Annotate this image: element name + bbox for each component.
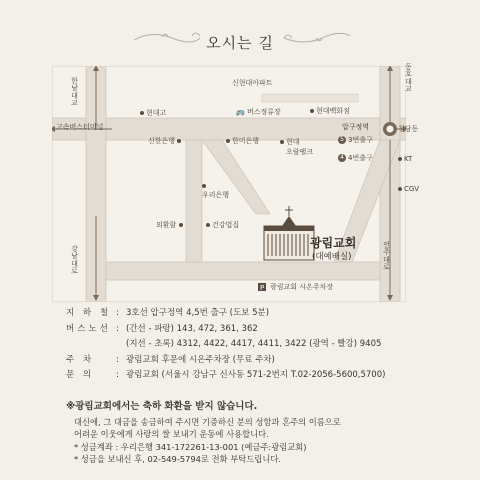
- notice-block: [66, 401, 470, 465]
- label-geongang: 건강법집: [206, 222, 239, 229]
- exit-number-icon: 5: [338, 136, 346, 144]
- label-terminal: 고속버스터미널: [56, 123, 104, 131]
- marker-icon: [398, 187, 402, 191]
- label-apgujeong-station: 압구정역: [342, 123, 370, 131]
- label-hannam-bridge: 한남대교: [71, 77, 78, 108]
- church-sub-label: (대예배실): [312, 252, 352, 262]
- label-exit-4: 4 4번출구: [338, 154, 373, 162]
- marker-icon: [280, 140, 284, 144]
- label-oehwan: 외환함: [156, 222, 185, 229]
- label-bus-stop: 🚌 버스정류장: [236, 108, 281, 116]
- info-block: [66, 306, 466, 384]
- marker-icon: [140, 111, 144, 115]
- notice-phone: * 성금을 보내신 후, 02-549-5794로 전화 부탁드립니다.: [74, 453, 281, 464]
- exit-number-icon: 4: [338, 154, 346, 162]
- marker-icon: [398, 157, 402, 161]
- label-cheongdam: 청담동: [398, 125, 419, 133]
- label-exit-5: 5 3번출구: [338, 136, 373, 144]
- page-title: 오시는 길: [206, 34, 274, 52]
- label-parking: 광림교회 시온주차장: [270, 283, 334, 291]
- info-bus: 버스노선 : (간선 - 파랑) 143, 472, 361, 362: [66, 323, 258, 334]
- page-header: [0, 28, 480, 58]
- label-hyundai-apt: 신현대아파트: [232, 79, 273, 87]
- label-kt: KT: [398, 156, 412, 163]
- info-subway: 지 하 철 : 3호선 압구정역 4,5번 출구 (도보 5분): [66, 308, 270, 318]
- notice-line: 어려운 이웃에게 사랑의 쌀 보내기 운동에 사용합니다.: [74, 429, 269, 440]
- notice-heading: ※광림교회에서는 축하 화환을 받지 않습니다.: [66, 401, 258, 412]
- marker-icon: [179, 223, 183, 227]
- label-hyundai-dept: 현대백화점: [310, 108, 350, 115]
- notice-account: * 성금계좌 : 우리은행 341-172261-13-001 (예금주:광림교회): [74, 441, 307, 452]
- label-gangnam-road: 강남대로: [71, 245, 78, 276]
- bus-icon: 🚌: [236, 108, 245, 116]
- info-bus-line2: (지선 - 초록) 4312, 4422, 4417, 4411, 3422 (광역 - 빨강) 9405: [126, 339, 382, 349]
- label-eonju-road: 언주대로: [383, 241, 390, 272]
- info-parking: 주 차 : 광림교회 후문에 시온주차장 (무료 주차): [66, 354, 275, 365]
- info-contact: 문 의 : 광림교회 (서울시 강남구 신사동 571-2번지 T.02-2056-5600,5700): [66, 370, 386, 380]
- svg-text:P: P: [260, 284, 265, 292]
- marker-icon: [177, 139, 181, 143]
- notice-line: 대신에, 그 대금을 송금하여 주시면 기증하신 분의 성함과 혼주의 이름으로: [74, 417, 341, 428]
- label-hana-bank: 한미은행: [226, 138, 259, 145]
- label-shinhan-bank: 신한은행: [148, 138, 183, 145]
- label-hyundai-high: 현대고: [140, 110, 166, 117]
- label-woori-bank: 우리은행: [202, 182, 229, 200]
- marker-icon: [202, 184, 206, 188]
- right-ornament-icon: [282, 28, 352, 48]
- church-name-label: 광림교회: [310, 236, 357, 250]
- marker-icon: [206, 223, 210, 227]
- marker-icon: [310, 109, 314, 113]
- location-map: [52, 63, 420, 302]
- marker-icon: [226, 139, 230, 143]
- label-dongho-bridge: 동호대교: [405, 63, 412, 94]
- label-cgv: CGV: [398, 186, 419, 193]
- label-hyundai-oral: 현대 오랄팰크: [280, 138, 313, 158]
